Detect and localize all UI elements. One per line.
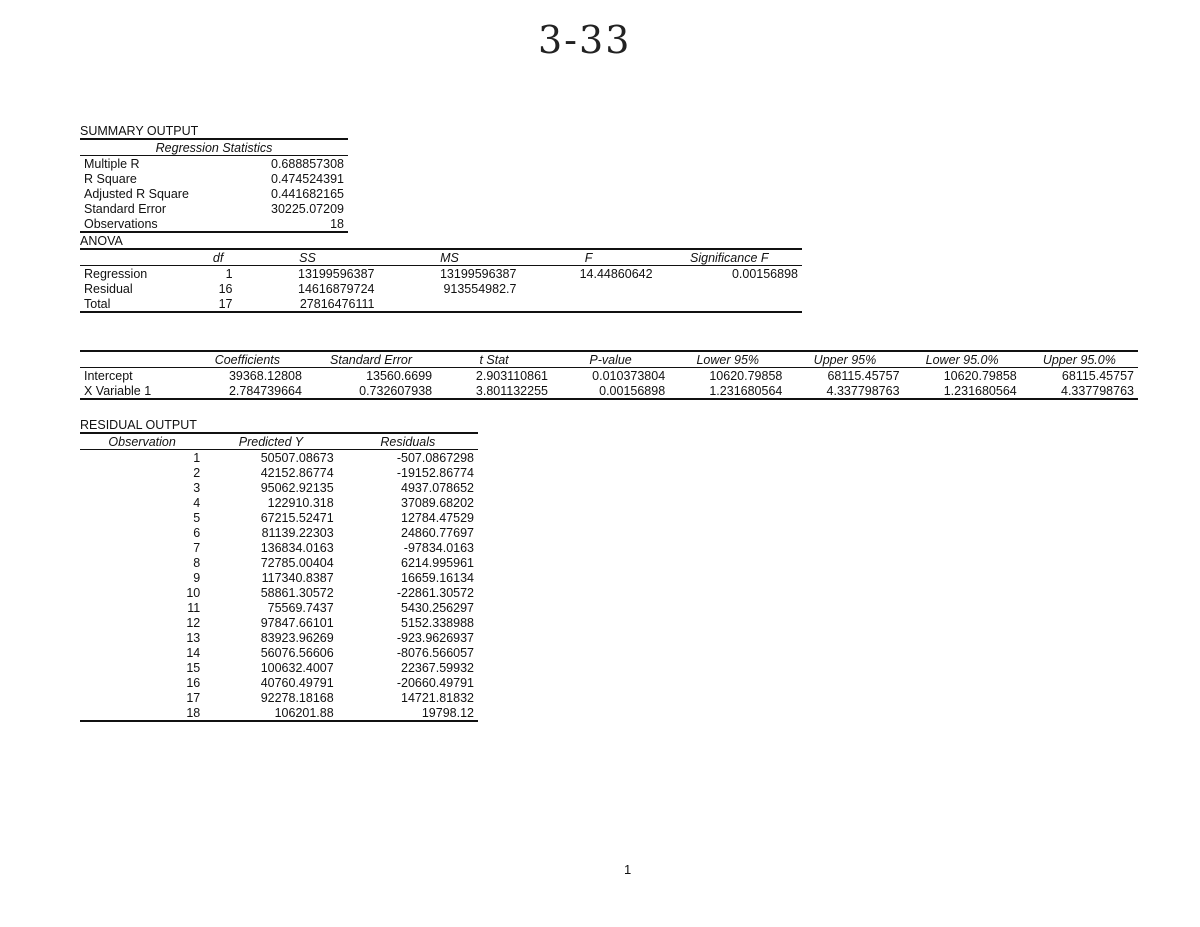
- residual-header: Predicted Y: [204, 433, 337, 450]
- residual-row: [80, 645, 478, 660]
- residual-cell: 72785.00404: [260, 555, 334, 570]
- residual-row: [80, 615, 478, 630]
- coef-cell: 68115.45757: [827, 368, 900, 383]
- anova-cell: [520, 296, 656, 312]
- residual-cell: 24860.77697: [401, 525, 474, 540]
- residual-cell: 58861.30572: [260, 585, 334, 600]
- residual-cell: 117340.8387: [261, 570, 334, 585]
- anova-cell: 14616879724: [298, 281, 375, 296]
- residual-cell: 136834.0163: [260, 540, 334, 555]
- coef-cell: 1.231680564: [904, 383, 1021, 399]
- residual-cell: 12784.47529: [401, 510, 474, 525]
- residual-observation: 6: [193, 525, 201, 540]
- anova-cell: 17: [200, 296, 237, 312]
- residual-row: [80, 450, 478, 466]
- coefficients-table: [80, 350, 1138, 400]
- residual-observation: 16: [186, 675, 201, 690]
- coef-cell: 0.010373804: [592, 368, 666, 383]
- coef-row-label: X Variable 1: [80, 383, 189, 399]
- residual-cell: 50507.08673: [260, 450, 334, 465]
- anova-cell: [378, 296, 520, 312]
- residual-observation: 1: [193, 450, 201, 465]
- coef-header: P-value: [552, 351, 669, 368]
- anova-cell: [520, 281, 656, 296]
- coef-cell: 0.00156898: [552, 383, 669, 399]
- coef-cell: 39368.12808: [228, 368, 302, 383]
- residual-observation: 9: [193, 570, 201, 585]
- residual-cell: 4937.078652: [401, 480, 474, 495]
- anova-row: [80, 281, 802, 296]
- coef-header: Upper 95.0%: [1021, 351, 1138, 368]
- anova-header: Significance F: [657, 249, 802, 266]
- anova-cell: [657, 281, 802, 296]
- stats-label: Observations: [80, 216, 236, 232]
- residual-observation: 7: [193, 540, 201, 555]
- anova-cell: 27816476111: [237, 296, 379, 312]
- anova-title: ANOVA: [80, 234, 123, 248]
- residual-row: [80, 465, 478, 480]
- coef-row: [80, 383, 1138, 399]
- residual-observation: 3: [193, 480, 201, 495]
- stats-row: [80, 156, 348, 172]
- stats-row: [80, 171, 348, 186]
- residual-row: [80, 495, 478, 510]
- anova-cell: 1: [225, 266, 233, 281]
- residual-row: [80, 675, 478, 690]
- anova-header: SS: [237, 249, 379, 266]
- anova-cell: 16: [218, 281, 233, 296]
- residual-observation: 12: [186, 615, 201, 630]
- residual-cell: 22367.59932: [401, 660, 474, 675]
- residual-cell: 106201.88: [204, 705, 337, 721]
- residual-cell: 83923.96269: [260, 630, 334, 645]
- anova-cell: 13199596387: [298, 266, 375, 281]
- coef-cell: 68115.45757: [1061, 368, 1134, 383]
- anova-cell: [657, 296, 802, 312]
- anova-cell: 0.00156898: [731, 266, 798, 281]
- residual-row: [80, 525, 478, 540]
- residual-row: [80, 555, 478, 570]
- anova-header: MS: [378, 249, 520, 266]
- coef-cell: 10620.79858: [709, 368, 783, 383]
- residual-cell: 122910.318: [267, 495, 334, 510]
- residual-cell: 81139.22303: [261, 525, 334, 540]
- anova-row-label: Residual: [84, 281, 133, 296]
- residual-cell: 67215.52471: [260, 510, 334, 525]
- residual-row: [80, 585, 478, 600]
- anova-section: [80, 234, 802, 313]
- coef-header: t Stat: [436, 351, 552, 368]
- residual-cell: 5430.256297: [401, 600, 474, 615]
- stats-row: [80, 201, 348, 216]
- residual-table: [80, 432, 478, 722]
- anova-header: df: [200, 249, 237, 266]
- stats-value: 0.441682165: [271, 186, 344, 201]
- coef-cell: 0.732607938: [306, 383, 436, 399]
- coef-cell: 2.784739664: [189, 383, 306, 399]
- residual-cell: 75569.7437: [267, 600, 334, 615]
- stats-row: [80, 216, 348, 232]
- residual-observation: 11: [187, 600, 201, 615]
- residual-cell: -8076.566057: [396, 645, 474, 660]
- residual-row: [80, 510, 478, 525]
- anova-cell: 13199596387: [439, 266, 517, 281]
- residual-observation: 14: [186, 645, 201, 660]
- residual-cell: 95062.92135: [260, 480, 334, 495]
- residual-cell: -507.0867298: [396, 450, 474, 465]
- residual-cell: 16659.16134: [401, 570, 474, 585]
- residual-row: [80, 705, 478, 721]
- residual-observation: 13: [186, 630, 201, 645]
- coef-cell: 2.903110861: [475, 368, 548, 383]
- coef-cell: 4.337798763: [786, 383, 903, 399]
- residual-cell: 14721.81832: [401, 690, 474, 705]
- anova-header: [80, 249, 200, 266]
- residual-observation: 15: [186, 660, 201, 675]
- residual-row: [80, 660, 478, 675]
- anova-table: [80, 248, 802, 313]
- residual-cell: 42152.86774: [260, 465, 334, 480]
- stats-label: Standard Error: [84, 201, 166, 216]
- anova-row-label: Total: [80, 296, 200, 312]
- anova-row: [80, 266, 802, 282]
- residual-row: [80, 570, 478, 585]
- regression-stats-header: Regression Statistics: [80, 139, 348, 156]
- residual-cell: 6214.995961: [401, 555, 474, 570]
- residual-observation: 10: [186, 585, 201, 600]
- residual-observation: 2: [193, 465, 201, 480]
- coef-row-label: Intercept: [84, 368, 133, 383]
- residual-cell: 5152.338988: [401, 615, 474, 630]
- residual-cell: -97834.0163: [403, 540, 474, 555]
- stats-label: R Square: [84, 171, 137, 186]
- residual-cell: 40760.49791: [260, 675, 334, 690]
- coef-header: Upper 95%: [786, 351, 903, 368]
- coef-cell: 3.801132255: [436, 383, 552, 399]
- residual-cell: 100632.4007: [260, 660, 334, 675]
- residual-row: [80, 600, 478, 615]
- residual-cell: 19798.12: [338, 705, 478, 721]
- residual-title: RESIDUAL OUTPUT: [80, 418, 197, 432]
- anova-row: [80, 296, 802, 312]
- residual-observation: 8: [193, 555, 201, 570]
- residual-row: [80, 480, 478, 495]
- coef-cell: 1.231680564: [669, 383, 786, 399]
- residual-row: [80, 690, 478, 705]
- residual-observation: 4: [193, 495, 201, 510]
- stats-value: 18: [236, 216, 348, 232]
- residual-section: [80, 418, 478, 722]
- anova-header: F: [520, 249, 656, 266]
- coef-row: [80, 368, 1138, 384]
- stats-label: Adjusted R Square: [84, 186, 189, 201]
- residual-row: [80, 540, 478, 555]
- coef-header: Lower 95.0%: [904, 351, 1021, 368]
- summary-title: SUMMARY OUTPUT: [80, 124, 199, 138]
- stats-label: Multiple R: [84, 156, 140, 171]
- coef-cell: 4.337798763: [1021, 383, 1138, 399]
- regression-stats-table: [80, 138, 348, 233]
- handwritten-label: 3-33: [538, 18, 632, 62]
- summary-section: [80, 124, 348, 233]
- residual-cell: -923.9626937: [396, 630, 474, 645]
- residual-header: Observation: [80, 433, 204, 450]
- residual-cell: -20660.49791: [396, 675, 474, 690]
- coef-header: Coefficients: [189, 351, 306, 368]
- residual-observation: 5: [193, 510, 201, 525]
- residual-cell: -22861.30572: [396, 585, 474, 600]
- coef-cell: 10620.79858: [943, 368, 1017, 383]
- stats-value: 30225.07209: [271, 201, 344, 216]
- residual-observation: 17: [186, 690, 201, 705]
- residual-cell: 37089.68202: [401, 495, 474, 510]
- anova-cell: 14.44860642: [579, 266, 653, 281]
- residual-cell: 56076.56606: [260, 645, 334, 660]
- residual-row: [80, 630, 478, 645]
- residual-observation: 18: [80, 705, 204, 721]
- stats-value: 0.474524391: [271, 171, 344, 186]
- residual-cell: -19152.86774: [396, 465, 474, 480]
- coef-header: [80, 351, 189, 368]
- anova-cell: 913554982.7: [443, 281, 517, 296]
- page-number: 1: [624, 862, 632, 877]
- coef-header: Lower 95%: [669, 351, 786, 368]
- stats-row: [80, 186, 348, 201]
- residual-header: Residuals: [338, 433, 478, 450]
- coef-header: Standard Error: [306, 351, 436, 368]
- residual-cell: 97847.66101: [260, 615, 334, 630]
- anova-row-label: Regression: [84, 266, 148, 281]
- coef-cell: 13560.6699: [366, 368, 433, 383]
- coefficients-section: [80, 350, 1138, 400]
- residual-cell: 92278.18168: [260, 690, 334, 705]
- stats-value: 0.688857308: [271, 156, 344, 171]
